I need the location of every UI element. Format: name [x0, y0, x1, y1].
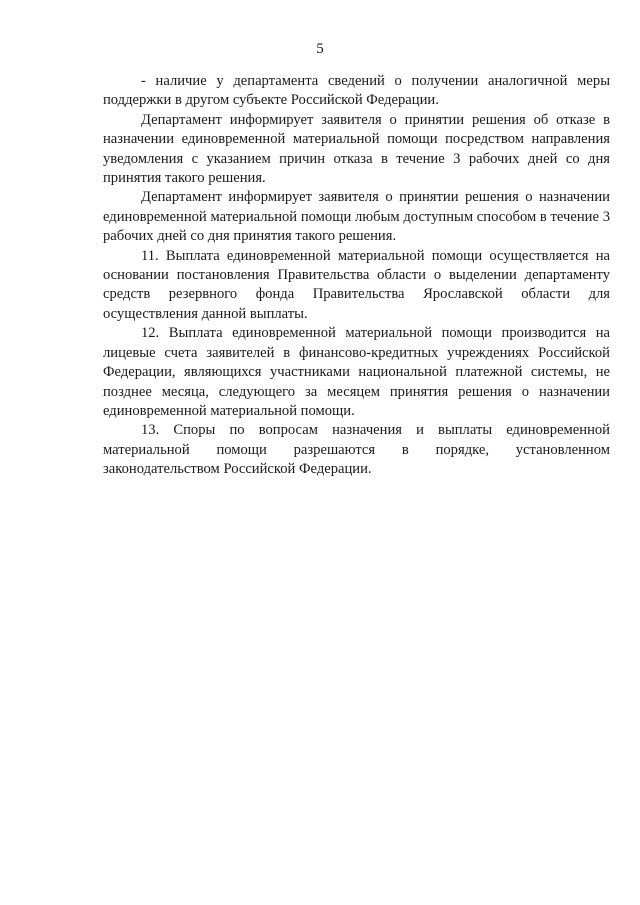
- paragraph-refusal-notice: Департамент информирует заявителя о принятии решения об отказе в назначении единовременной материальной помощи посредством направления уведомления с указанием причин отказа в течение 3 рабочих дней со дня принятия такого решения.: [103, 111, 610, 187]
- paragraph-support-in-other-region: - наличие у департамента сведений о получении аналогичной меры поддержки в другом субъекте Российской Федерации.: [103, 73, 610, 109]
- paragraph-item-13: 13. Споры по вопросам назначения и выплаты единовременной материальной помощи разрешаются в порядке, установленном законодательством Российской Федерации.: [103, 422, 610, 478]
- paragraph-item-12: 12. Выплата единовременной материальной помощи производится на лицевые счета заявителей в финансово-кредитных учреждениях Российской Федерации, являющихся участниками национальной платежной системы, не позднее месяца, следующего за месяцем принятия решения о назначении единовременной материальной помощи.: [103, 325, 610, 419]
- document-body: [103, 72, 610, 480]
- page-number: 5: [316, 41, 324, 57]
- paragraph-item-11: 11. Выплата единовременной материальной помощи осуществляется на основании постановления Правительства области о выделении департаменту средств резервного фонда Правительства Ярославской области для осуществления данной выплаты.: [103, 247, 610, 322]
- paragraph-approval-notice: Департамент информирует заявителя о принятии решения о назначении единовременной материальной помощи любым доступным способом в течение 3 рабочих дней со дня принятия такого решения.: [103, 189, 610, 245]
